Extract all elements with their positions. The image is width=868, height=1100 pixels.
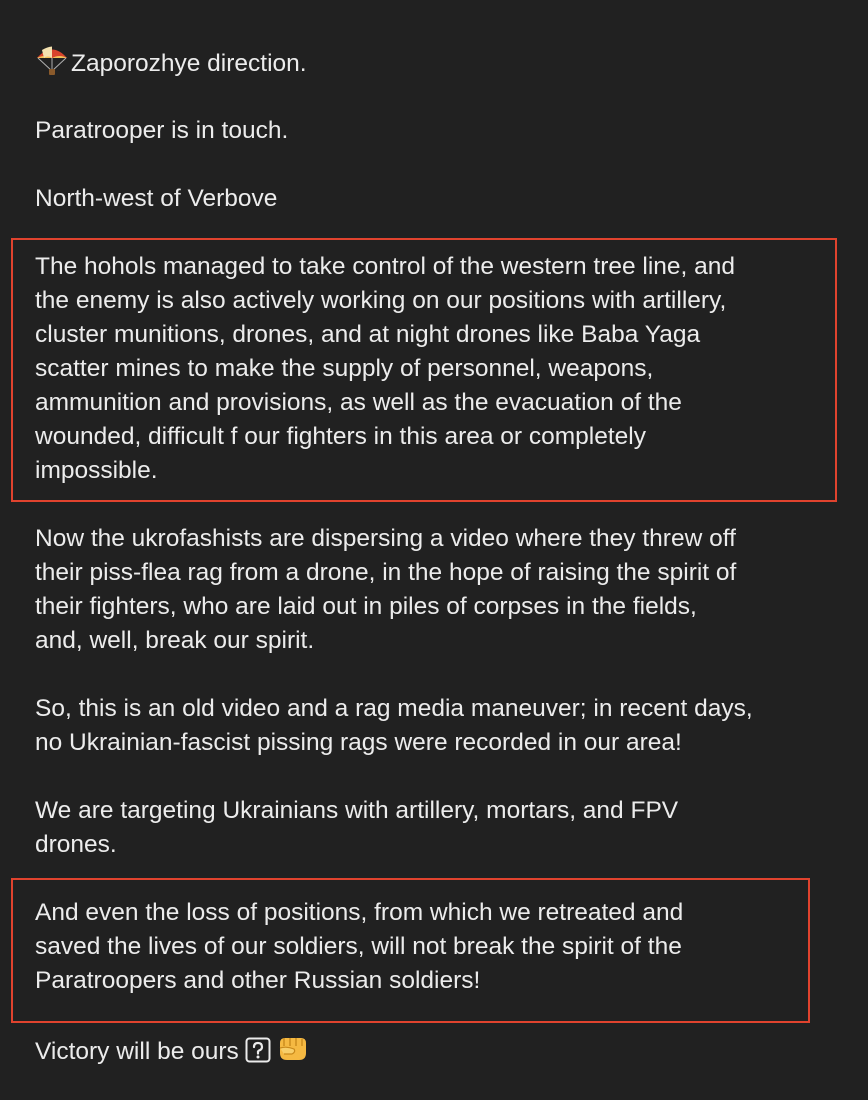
text-line: The hohols managed to take control of the western tree line, and [35, 253, 736, 280]
text-line: And even the loss of positions, from which we retreated and [35, 899, 684, 926]
question-box-icon [245, 1037, 271, 1063]
heading-line [35, 45, 845, 81]
closing-line [35, 1033, 845, 1069]
paragraph-loss-of-positions [35, 896, 845, 998]
text-line: cluster munitions, drones, and at night drones like Baba Yaga [35, 321, 701, 348]
text-line: So, this is an old video and a rag media maneuver; in recent days, [35, 695, 753, 722]
text-line: drones. [35, 831, 117, 858]
status-line: Paratrooper is in touch. [35, 117, 289, 144]
text-line: wounded, difficult f our fighters in this area or completely [35, 423, 647, 450]
paragraph-video [35, 522, 845, 658]
text-line: Now the ukrofashists are dispersing a video where they threw off [35, 525, 736, 552]
paragraph-targeting [35, 794, 845, 862]
closing-text: Victory will be ours [35, 1038, 239, 1065]
text-line: scatter mines to make the supply of personnel, weapons, [35, 355, 654, 382]
text-line: ammunition and provisions, as well as the evacuation of the [35, 389, 682, 416]
text-line: Paratroopers and other Russian soldiers! [35, 967, 481, 994]
text-line: We are targeting Ukrainians with artillery, mortars, and FPV [35, 797, 679, 824]
fist-icon [275, 1033, 309, 1063]
parachute-icon [35, 45, 69, 75]
heading-text: Zaporozhye direction. [71, 50, 307, 77]
text-line: impossible. [35, 457, 158, 484]
text-line: and, well, break our spirit. [35, 627, 315, 654]
text-line: their piss-flea rag from a drone, in the hope of raising the spirit of [35, 559, 737, 586]
text-line: saved the lives of our soldiers, will not break the spirit of the [35, 933, 682, 960]
text-line: their fighters, who are laid out in piles of corpses in the fields, [35, 593, 697, 620]
text-line: no Ukrainian-fascist pissing rags were recorded in our area! [35, 729, 682, 756]
location-line: North-west of Verbove [35, 185, 278, 212]
text-line: the enemy is also actively working on our positions with artillery, [35, 287, 727, 314]
paragraph-old-video [35, 692, 845, 760]
paragraph-tree-line [35, 250, 845, 488]
